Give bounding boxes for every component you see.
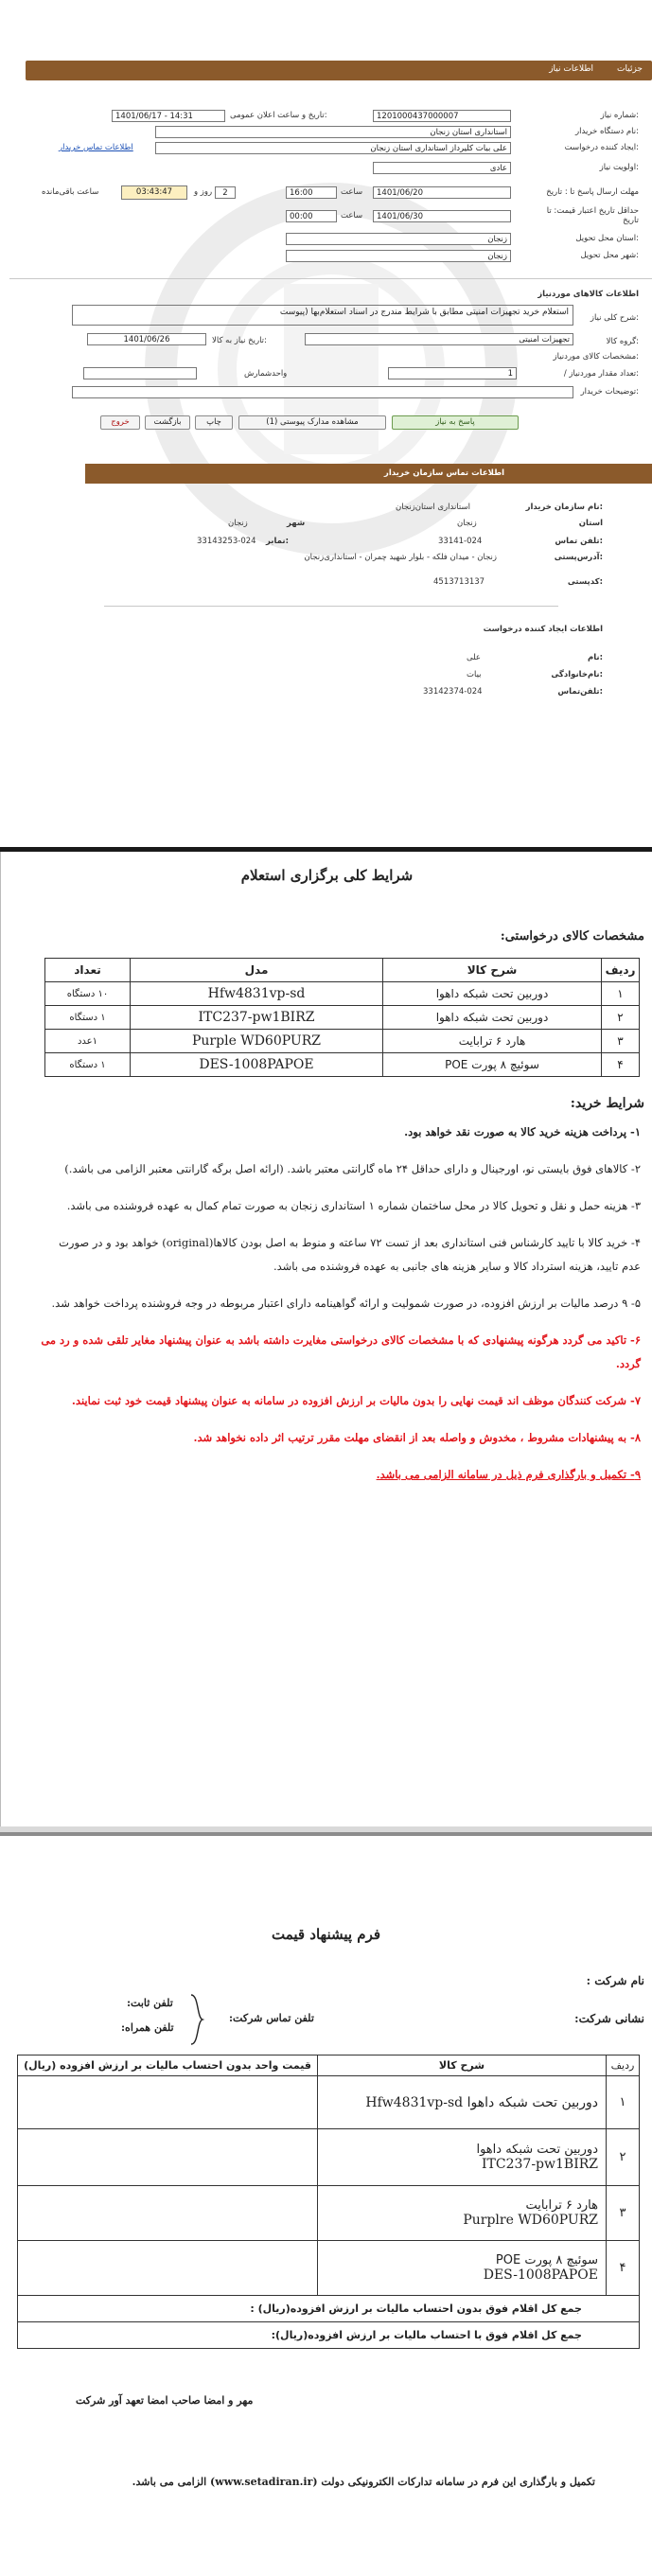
price-row-number: ۱ xyxy=(607,2076,640,2129)
creator-value: علی بیات کلیرداز استانداری استان زنجان xyxy=(155,142,511,154)
price-row-desc xyxy=(318,2076,607,2129)
spec-row xyxy=(0,333,652,363)
row-desc: دوربین تحت شبکه داهوا xyxy=(383,1006,602,1030)
validity-label: حداقل تاریخ اعتبار قیمت: تا تاریخ xyxy=(546,206,639,225)
province-row xyxy=(0,233,652,246)
items-table xyxy=(44,958,640,1077)
reply-deadline-row xyxy=(0,185,652,201)
row-model: DES-1008PAPOE xyxy=(131,1053,383,1077)
price-row-number: ۳ xyxy=(607,2186,640,2241)
price-input-cell[interactable] xyxy=(18,2186,318,2241)
validity-date-value: 1401/06/30 xyxy=(373,210,511,222)
group-value: تجهیزات امنیتی xyxy=(305,333,573,345)
remaining-days-value: 2 xyxy=(215,186,236,199)
days-label: روز و xyxy=(194,187,213,197)
price-row-desc xyxy=(318,2186,607,2241)
priority-row xyxy=(0,162,652,175)
fixed-phone-label: تلفن ثابت: xyxy=(127,1997,173,2009)
contact-city-label: شهر xyxy=(287,519,306,528)
countdown-timer: 03:43:47 xyxy=(121,185,187,200)
contact-province-label: استان xyxy=(578,519,603,528)
condition-5: ۵- ۹ درصد مالیات بر ارزش افزوده، در صورت شمولیت و ارائه گواهینامه دارای اعتبار مربوطه در وجه فروشنده پرداخت خواهد شد. xyxy=(51,1297,641,1310)
condition-6: ۶- تاکید می گردد هرگونه پیشنهادی که با مشخصات کالای درخواستی مغایرت داشته باشد به عنوان پیشنهاد مغایر تلقی شده و رد می گردد. xyxy=(41,1333,641,1370)
price-row-number: ۴ xyxy=(607,2241,640,2296)
price-form-page xyxy=(0,1836,652,2576)
contact-phone-value: 33141-024 xyxy=(438,537,483,546)
row-qty: ۱۰ دستگاه xyxy=(45,982,131,1006)
description-label: توضیحات خریدار: xyxy=(580,387,639,397)
price-input-cell[interactable] xyxy=(18,2129,318,2186)
price-row-line2: ITC237-pw1BIRZ xyxy=(482,2157,598,2172)
price-row-line1: دوربین تحت شبکه داهوا xyxy=(476,2143,598,2157)
price-row-line2: Purplre WD60PURZ xyxy=(463,2213,598,2228)
company-contact-label: تلفن تماس شرکت: xyxy=(229,2012,314,2024)
row-model: Purple WD60PURZ xyxy=(131,1030,383,1053)
reply-date-value: 1401/06/20 xyxy=(373,186,511,199)
creator-family-label: نام‌خانوادگی: xyxy=(551,670,603,679)
condition-1: ۱- پرداخت هزینه خرید کالا به صورت نقد خواهد بود. xyxy=(404,1125,641,1138)
goods-section-title: اطلاعات کالاهای موردنیاز xyxy=(537,290,639,299)
validity-time-label: ساعت xyxy=(341,211,363,221)
price-input-cell[interactable] xyxy=(18,2076,318,2129)
row-model: ITC237-pw1BIRZ xyxy=(131,1006,383,1030)
print-button[interactable]: چاپ xyxy=(195,415,233,430)
total-without-tax-row xyxy=(18,2296,640,2322)
creator-section-title: اطلاعات ایجاد کننده درخواست xyxy=(483,625,603,634)
contact-fax-value: 33143253-024 xyxy=(197,537,256,546)
price-table xyxy=(17,2055,640,2349)
row-desc: هارد ۶ ترابایت xyxy=(383,1030,602,1053)
need-date-label: تاریخ نیاز به کالا: xyxy=(212,336,267,345)
condition-4: ۴- خرید کالا با تایید کارشناس فنی استانداری بعد از تست ۷۲ ساعته و منوط به اصل بودن کالاها(original) خواهد بود و در صورت عدم تایید، هزینه استرداد کالا و سایر هزینه های جانبی به عهده فروشنده می باشد. xyxy=(59,1236,641,1273)
reply-deadline-label: مهلت ارسال پاسخ تا : تاریخ xyxy=(546,187,639,197)
reply-time-label: ساعت xyxy=(341,187,363,197)
price-row-line1: دوربین تحت شبکه داهوا Hfw4831vp-sd xyxy=(365,2094,598,2110)
row-model: Hfw4831vp-sd xyxy=(131,982,383,1006)
purchase-title: شرایط خرید: xyxy=(570,1096,644,1111)
summary-row xyxy=(0,305,652,333)
price-row-desc xyxy=(318,2129,607,2186)
reply-button[interactable]: پاسخ به نیاز xyxy=(392,415,519,430)
need-number-label: شماره نیاز: xyxy=(600,111,639,120)
table-row xyxy=(18,2076,640,2129)
creator-tel-value: 33142374-024 xyxy=(423,687,483,697)
description-value xyxy=(72,386,573,398)
contact-fax-label: نمابر: xyxy=(266,537,289,546)
row-number: ۲ xyxy=(602,1006,640,1030)
price-row-line1: هارد ۶ ترابایت xyxy=(525,2198,598,2213)
quantity-row xyxy=(0,365,652,384)
attachments-button[interactable]: مشاهده مدارک پیوستی (1) xyxy=(238,415,386,430)
contact-city-value: زنجان xyxy=(228,519,248,528)
back-button[interactable]: بازگشت xyxy=(145,415,190,430)
condition-2: ۲- کالاهای فوق بایستی نو، اورجینال و دارای حداقل ۲۴ ماه گارانتی معتبر باشد. (ارائه اصل برگه گارانتی معتبر الزامی می باشد.) xyxy=(64,1162,641,1175)
row-desc: دوربین تحت شبکه داهوا xyxy=(383,982,602,1006)
quantity-value: 1 xyxy=(388,367,517,379)
contact-divider xyxy=(104,606,558,607)
priority-value: عادی xyxy=(373,162,511,174)
brace-icon xyxy=(189,1993,204,2046)
total-with-tax-label: جمع کل اقلام فوق با احتساب مالیات بر ارزش افزوده(ریال): xyxy=(18,2322,640,2349)
remaining-label: ساعت باقی‌مانده xyxy=(42,187,99,197)
creator-name-label: نام: xyxy=(587,653,603,662)
creator-family-value: بیات xyxy=(467,670,482,679)
condition-7: ۷- شرکت کنندگان موظف اند قیمت نهایی را بدون مالیات بر ارزش افزوده در سامانه به عنوان پیشنهاد قیمت خود ثبت نمایند. xyxy=(71,1394,641,1407)
price-row-line2: DES-1008PAPOE xyxy=(483,2267,598,2283)
table-row xyxy=(45,1006,640,1030)
table-row xyxy=(18,2241,640,2296)
conditions-title: شرایط کلی برگزاری استعلام xyxy=(240,867,414,884)
items-col-desc: شرح کالا xyxy=(383,959,602,982)
priority-label: اولویت نیاز: xyxy=(599,163,639,172)
delivery-province-label: استان محل تحویل: xyxy=(575,234,639,243)
contact-province-value: زنجان xyxy=(457,519,477,528)
divider xyxy=(9,278,652,279)
delivery-city-value: زنجان xyxy=(286,250,511,262)
portal-page xyxy=(0,0,652,847)
contact-address-label: آدرس‌پستی: xyxy=(554,553,603,562)
spec-title: مشخصات کالای درخواستی: xyxy=(500,929,644,944)
buyer-org-label: نام دستگاه خریدار: xyxy=(575,127,639,136)
contact-address-value: زنجان - میدان فلکه - بلوار شهید چمران - استانداری‌زنجان xyxy=(304,553,497,562)
price-input-cell[interactable] xyxy=(18,2241,318,2296)
row-qty: ۱ دستگاه xyxy=(45,1006,131,1030)
row-number: ۳ xyxy=(602,1030,640,1053)
items-col-model: مدل xyxy=(131,959,383,982)
condition-3: ۳- هزینه حمل و نقل و تحویل کالا در محل ساختمان شماره ۱ استانداری زنجان به صورت تمام کمال به عهده فروشنده می باشد. xyxy=(66,1199,641,1212)
items-col-row: ردیف xyxy=(602,959,640,982)
total-with-tax-row xyxy=(18,2322,640,2349)
price-row-line1: سوئیچ ۸ پورت POE xyxy=(495,2253,598,2267)
creator-row xyxy=(0,142,652,155)
announce-value: 1401/06/17 - 14:31 xyxy=(112,110,225,122)
table-row xyxy=(45,1053,640,1077)
items-table-header xyxy=(45,959,640,982)
description-row xyxy=(0,386,652,399)
contact-postcode-value: 4513713137 xyxy=(433,577,485,587)
row-qty: ۱ دستگاه xyxy=(45,1053,131,1077)
validity-time-value: 00:00 xyxy=(286,210,337,222)
buyer-contact-link[interactable]: اطلاعات تماس خریدار xyxy=(59,143,133,152)
company-name-label: نام شرکت : xyxy=(586,1974,644,1987)
row-qty: ۱عدد xyxy=(45,1030,131,1053)
creator-name-value: علی xyxy=(467,653,481,662)
company-address-label: نشانی شرکت: xyxy=(574,2012,644,2025)
group-label: گروه کالا: xyxy=(606,337,639,346)
price-col-desc: شرح کالا xyxy=(318,2056,607,2076)
need-number-row xyxy=(0,110,652,123)
delivery-province-value: زنجان xyxy=(286,233,511,245)
contact-header-title: اطلاعات تماس سازمان خریدار xyxy=(383,468,504,478)
contact-header xyxy=(85,464,652,484)
creator-tel-label: تلفن‌تماس: xyxy=(557,687,603,697)
table-row xyxy=(45,1030,640,1053)
buyer-org-row xyxy=(0,126,652,139)
condition-9: ۹- تکمیل و بارگذاری فرم ذیل در سامانه الزامی می باشد. xyxy=(376,1468,641,1481)
price-table-header xyxy=(18,2056,640,2076)
footer-note: تکمیل و بارگذاری این فرم در سامانه تدارکات الکترونیکی دولت (www.setadiran.ir) الزامی می باشد. xyxy=(132,2476,595,2488)
delivery-city-label: شهر محل تحویل: xyxy=(580,251,639,260)
need-number-value: 1201000437000007 xyxy=(373,110,511,122)
contact-postcode-label: کدپستی: xyxy=(567,577,603,587)
quantity-label: / تعداد مقدار موردنیاز: xyxy=(563,369,639,379)
tab-bar xyxy=(26,61,652,80)
spec-label: مشخصات کالای موردنیاز: xyxy=(553,352,639,362)
price-col-row: ردیف xyxy=(607,2056,640,2076)
price-row-desc xyxy=(318,2241,607,2296)
conditions-page xyxy=(0,852,652,1826)
mobile-phone-label: تلفن همراه: xyxy=(121,2021,174,2034)
purchase-conditions xyxy=(39,1120,641,1487)
signature-label: مهر و امضا صاحب امضا تعهد آور شرکت xyxy=(76,2394,254,2407)
row-number: ۱ xyxy=(602,982,640,1006)
exit-button[interactable]: خروج xyxy=(100,415,140,430)
unit-label: واحدشمارش xyxy=(244,369,288,379)
tab-need-info[interactable]: اطلاعات نیاز xyxy=(549,64,593,74)
unit-box xyxy=(83,367,197,379)
total-without-tax-label: جمع کل اقلام فوق بدون احتساب مالیات بر ارزش افزوده(ریال) : xyxy=(18,2296,640,2322)
contact-org-value: استانداری استان‌زنجان xyxy=(396,503,470,512)
reply-time-value: 16:00 xyxy=(286,186,337,199)
contact-org-label: نام سازمان خریدار: xyxy=(525,503,603,512)
summary-value: استعلام خرید تجهیزات امنیتی مطابق با شرایط مندرج در اسناد استعلام‌بها (پیوست xyxy=(72,305,573,326)
items-col-qty: تعداد xyxy=(45,959,131,982)
buyer-org-value: استانداری استان زنجان xyxy=(155,126,511,138)
tab-details[interactable]: جزئیات xyxy=(617,64,643,74)
city-row xyxy=(0,250,652,263)
table-row xyxy=(18,2129,640,2186)
row-desc: سوئیچ ۸ پورت POE xyxy=(383,1053,602,1077)
contact-phone-label: تلفن تماس: xyxy=(555,537,603,546)
price-col-unit-price: قیمت واحد بدون احتساب مالیات بر ارزش افزوده (ریال) xyxy=(18,2056,318,2076)
validity-row xyxy=(0,206,652,225)
table-row xyxy=(18,2186,640,2241)
price-row-number: ۲ xyxy=(607,2129,640,2186)
row-number: ۴ xyxy=(602,1053,640,1077)
summary-label: شرح کلی نیاز: xyxy=(590,313,639,323)
table-row xyxy=(45,982,640,1006)
condition-8: ۸- به پیشنهادات مشروط ، مخدوش و واصله بعد از انقضای مهلت مقرر ترتیب اثر داده نخواهد شد. xyxy=(193,1431,641,1444)
creator-label: ایجاد کننده درخواست: xyxy=(564,143,639,152)
need-date-value: 1401/06/26 xyxy=(87,333,206,345)
announce-label: تاریخ و ساعت اعلان عمومی: xyxy=(230,111,327,120)
price-form-title: فرم پیشنهاد قیمت xyxy=(271,1926,381,1943)
